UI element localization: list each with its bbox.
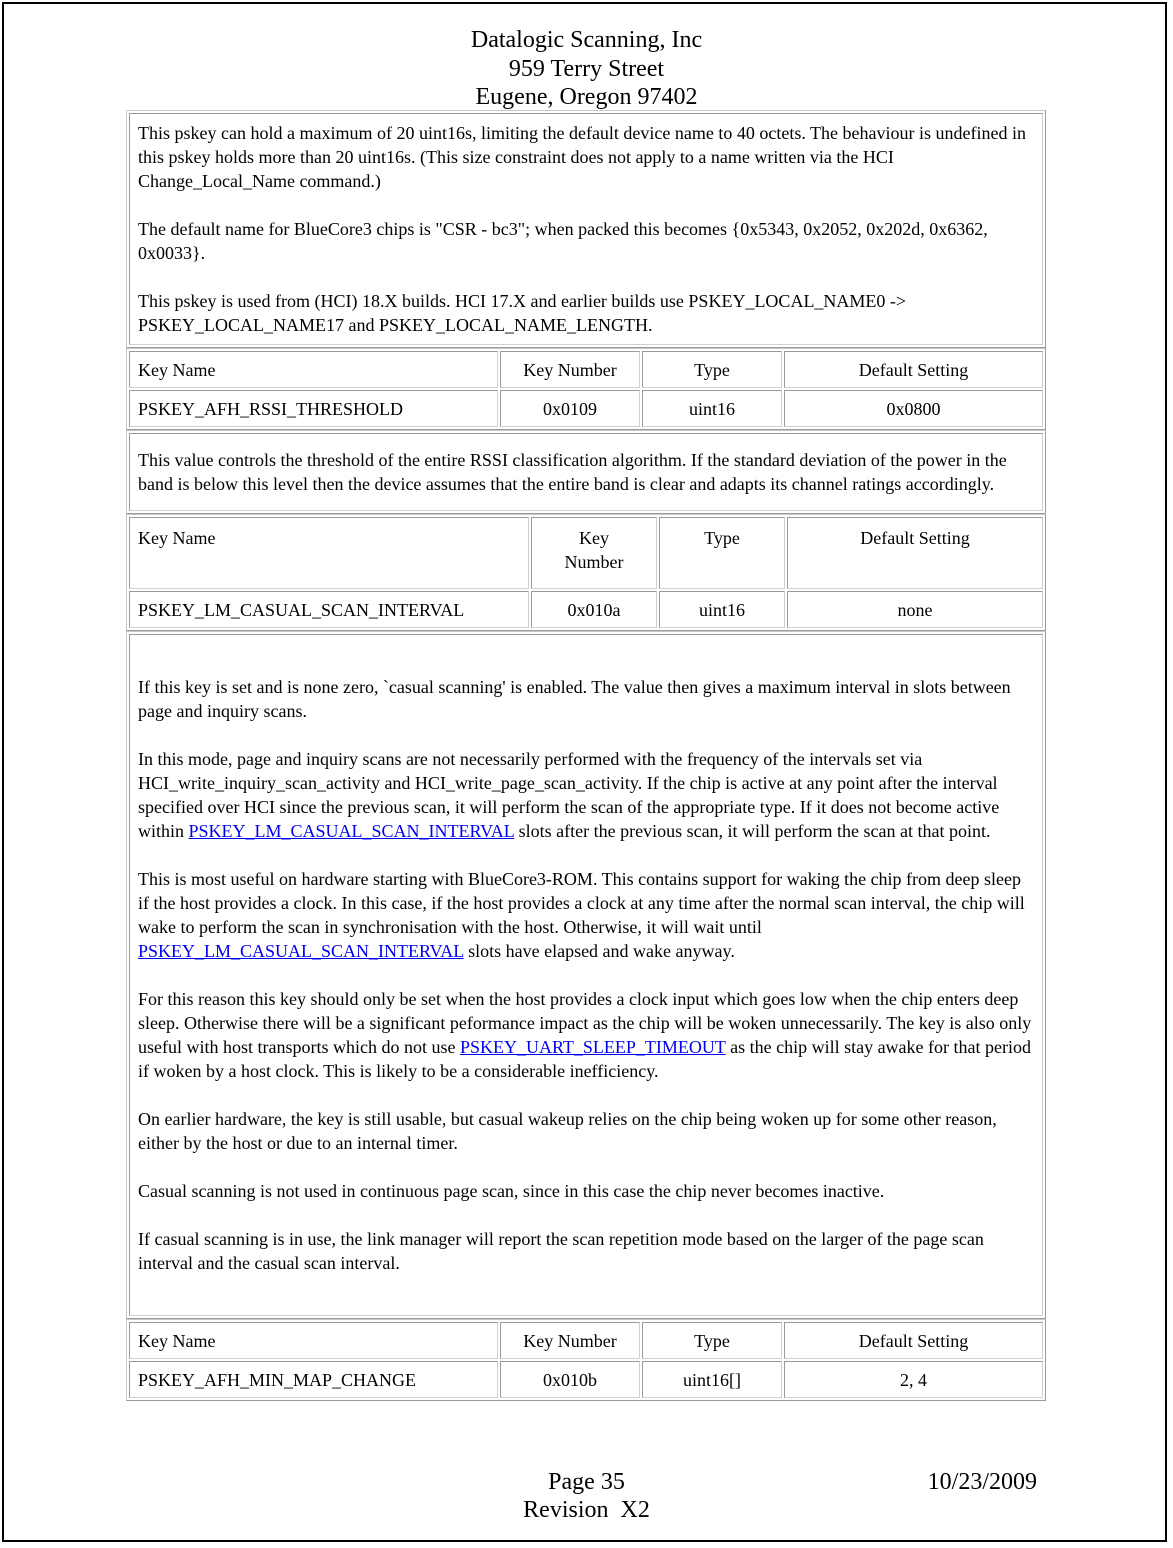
key-name-value: PSKEY_LM_CASUAL_SCAN_INTERVAL (129, 591, 529, 628)
description-paragraph: This pskey can hold a maximum of 20 uint16s, limiting the default device name to 40 octets. The behaviour is undefined in this pskey holds more than 20 uint16s. (This size constraint does not apply to a name written via the HCI Change_Local_Name command.) (138, 123, 1026, 191)
description-paragraph: If casual scanning is in use, the link manager will report the scan repetition mode based on the larger of the page scan interval and the casual scan interval. (138, 1229, 984, 1273)
key-header-row (129, 1322, 1043, 1359)
description-cell (129, 113, 1043, 345)
description-paragraph (138, 867, 1034, 963)
header-key-number: Key Number (500, 1322, 640, 1359)
header-key-name: Key Name (129, 517, 529, 589)
company-name: Datalogic Scanning, Inc (470, 27, 703, 53)
key-table-lm-casual-scan-interval (126, 514, 1046, 631)
key-default-value: 0x0800 (784, 390, 1043, 427)
header-key-word: Key (579, 528, 609, 548)
link-pskey-uart-sleep-timeout[interactable]: PSKEY_UART_SLEEP_TIMEOUT (459, 1037, 726, 1057)
footer-date: 10/23/2009 (927, 1469, 1037, 1495)
description-block-afh-rssi-threshold (126, 430, 1046, 514)
description-paragraph: On earlier hardware, the key is still usable, but casual wakeup relies on the chip being woken up for some other reason, either by the host or due to an internal timer. (138, 1109, 997, 1153)
paragraph-text: In this mode, page and inquiry scans are not necessarily performed with the frequency of the intervals set via HCI_write_inquiry_scan_activity and HCI_write_page_scan_activity. If the chip is active at any point after the interval specified over HCI since the previous scan, it will perform the scan of the appropriate type. If it does not become active within (138, 749, 1000, 841)
key-header-row (129, 517, 1043, 589)
header-key-number: Key Number (500, 351, 640, 388)
footer-revision: Revision X2 (523, 1497, 650, 1523)
header-default-setting: Default Setting (784, 351, 1043, 388)
header-type: Type (642, 1322, 782, 1359)
header-key-number (531, 517, 657, 589)
description-block-local-name (126, 110, 1046, 348)
key-name-value: PSKEY_AFH_MIN_MAP_CHANGE (129, 1361, 498, 1398)
description-paragraph: This value controls the threshold of the entire RSSI classification algorithm. If the standard deviation of the power in the band is below this level then the device assumes that the entire band is clear and adapts its channel ratings accordingly. (138, 450, 1007, 494)
header-default-setting: Default Setting (787, 517, 1043, 589)
paragraph-text: slots after the previous scan, it will perform the scan at that point. (514, 821, 991, 841)
paragraph-text: For this reason this key should only be set when the host provides a clock input which goes low when the chip enters deep sleep. Otherwise there will be a significant peformance impact as the chip will be woken unnecessarily. The key is also only useful with host transports which do not use (138, 989, 1032, 1057)
key-type-value: uint16[] (642, 1361, 782, 1398)
header-number-word: Number (564, 552, 624, 572)
paragraph-text: slots have elapsed and wake anyway. (463, 941, 735, 961)
description-block-lm-casual-scan-interval (126, 631, 1046, 1319)
key-number-value: 0x010b (500, 1361, 640, 1398)
key-type-value: uint16 (659, 591, 785, 628)
key-table-afh-rssi-threshold (126, 348, 1046, 430)
key-type-value: uint16 (642, 390, 782, 427)
key-value-row (129, 591, 1043, 628)
key-name-value: PSKEY_AFH_RSSI_THRESHOLD (129, 390, 498, 427)
description-paragraph: If this key is set and is none zero, `casual scanning' is enabled. The value then gives a maximum interval in slots between page and inquiry scans. (138, 677, 1011, 721)
company-street: 959 Terry Street (508, 55, 665, 82)
description-paragraph: The default name for BlueCore3 chips is "CSR - bc3"; when packed this becomes {0x5343, 0x2052, 0x202d, 0x6362, 0x0033}. (138, 219, 988, 263)
key-number-value: 0x0109 (500, 390, 640, 427)
key-header-row (129, 351, 1043, 388)
description-paragraph: This pskey is used from (HCI) 18.X builds. HCI 17.X and earlier builds use PSKEY_LOCAL_NAME0 -> PSKEY_LOCAL_NAME17 and PSKEY_LOCAL_NAME_LENGTH. (138, 291, 907, 335)
header-type: Type (659, 517, 785, 589)
key-default-value: none (787, 591, 1043, 628)
description-cell (129, 433, 1043, 511)
header-type: Type (642, 351, 782, 388)
paragraph-text: as the chip will stay awake for that period if woken by a host clock. This is likely to be a considerable inefficiency. (138, 1037, 1031, 1081)
header-key-name: Key Name (129, 1322, 498, 1359)
description-paragraph: Casual scanning is not used in continuous page scan, since in this case the chip never becomes inactive. (138, 1181, 885, 1201)
key-value-row (129, 390, 1043, 427)
key-table-afh-min-map-change (126, 1319, 1046, 1401)
header-key-name: Key Name (129, 351, 498, 388)
company-city: Eugene, Oregon 97402 (475, 84, 698, 110)
link-pskey-lm-casual-scan-interval[interactable]: PSKEY_LM_CASUAL_SCAN_INTERVAL (138, 941, 464, 961)
header-default-setting: Default Setting (784, 1322, 1043, 1359)
footer-page-number: Page 35 (548, 1469, 625, 1495)
paragraph-text: This is most useful on hardware starting with BlueCore3-ROM. This contains support for waking the chip from deep sleep if the host provides a clock. In this case, if the host provides a clock at any time after the normal scan interval, the chip will wake to perform the scan in synchronisation with the host. Otherwise, it will wait until (138, 869, 1025, 937)
link-pskey-lm-casual-scan-interval[interactable]: PSKEY_LM_CASUAL_SCAN_INTERVAL (188, 821, 515, 841)
description-cell (129, 634, 1043, 1316)
description-paragraph (138, 747, 1034, 843)
description-paragraph (138, 987, 1034, 1083)
document-content (126, 110, 1046, 1401)
document-header (0, 26, 1173, 112)
key-value-row (129, 1361, 1043, 1398)
key-number-value: 0x010a (531, 591, 657, 628)
key-default-value: 2, 4 (784, 1361, 1043, 1398)
